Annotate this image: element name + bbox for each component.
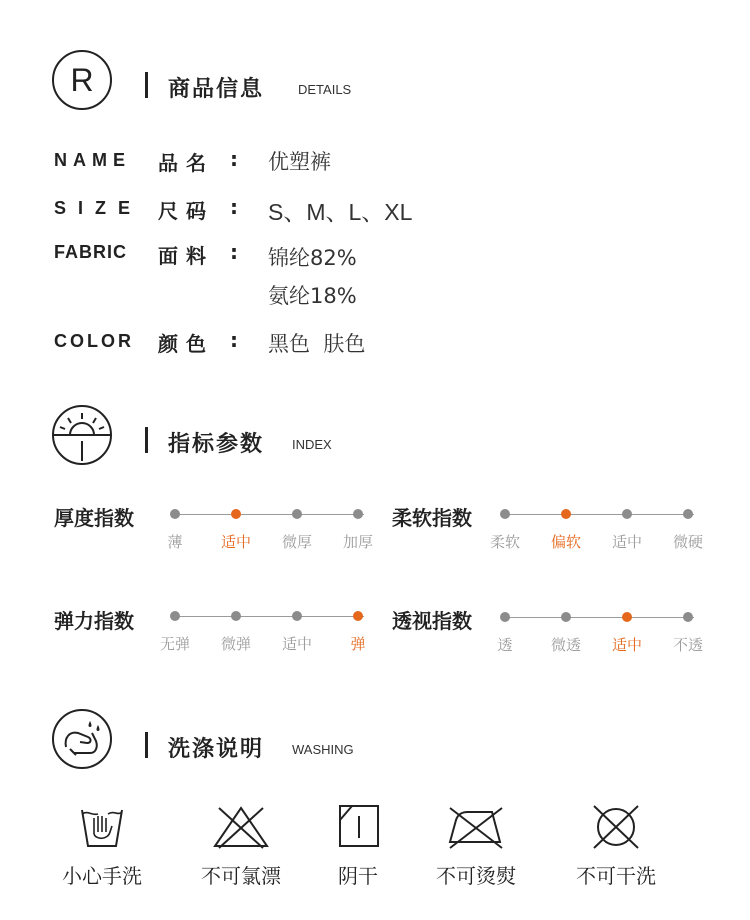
detail-colon: : <box>230 240 238 264</box>
scale-dot <box>170 611 180 621</box>
scale-option-selected: 适中 <box>611 636 642 654</box>
scale-dot <box>622 509 632 519</box>
scale-dot <box>170 509 180 519</box>
scale-dot <box>500 612 510 622</box>
section-title: 洗涤说明 <box>168 737 265 762</box>
section-divider <box>145 72 148 98</box>
wash-label: 不可烫熨 <box>436 864 516 888</box>
wash-label: 不可氯漂 <box>201 864 281 888</box>
scale-dot <box>292 611 302 621</box>
scale-option: 微硬 <box>672 533 703 551</box>
logo-letter: R <box>70 62 94 98</box>
scale-dot <box>231 611 241 621</box>
scale-option: 薄 <box>167 533 183 551</box>
detail-key-color: 颜色 <box>158 332 214 356</box>
section-divider <box>145 732 148 758</box>
scale-dot <box>683 509 693 519</box>
section-title: 指标参数 <box>168 432 265 457</box>
sun-icon <box>50 403 114 467</box>
index-name-thickness: 厚度指数 <box>54 506 134 530</box>
scale-dot <box>353 509 363 519</box>
shade-dry-icon <box>328 802 388 852</box>
index-name-softness: 柔软指数 <box>392 506 472 530</box>
scale-option: 微透 <box>550 636 581 654</box>
scale-option-selected: 弹 <box>350 635 366 653</box>
scale-option-selected: 适中 <box>220 533 251 551</box>
detail-value-fabric-2: 氨纶18% <box>268 284 357 308</box>
detail-value-name: 优塑裤 <box>268 150 331 174</box>
scale-line <box>174 514 364 515</box>
scale-option-selected: 偏软 <box>550 533 581 551</box>
hand-wash-icon <box>50 707 114 771</box>
scale-option: 适中 <box>281 635 312 653</box>
scale-option: 柔软 <box>489 533 520 551</box>
wash-label: 小心手洗 <box>62 864 142 888</box>
scale-option: 加厚 <box>342 533 373 551</box>
section-title: 商品信息 <box>168 77 265 102</box>
detail-label-name: NAME <box>54 150 131 170</box>
scale-dot-selected <box>561 509 571 519</box>
no-dry-clean-icon <box>586 802 646 852</box>
scale-dot <box>292 509 302 519</box>
detail-label-fabric: FABRIC <box>54 242 127 262</box>
scale-option: 适中 <box>611 533 642 551</box>
r-logo-icon <box>50 48 114 112</box>
section-subtitle: DETAILS <box>298 82 352 97</box>
wash-label: 不可干洗 <box>576 864 656 888</box>
detail-label-size: SIZE <box>54 198 143 218</box>
wash-item <box>556 802 676 902</box>
scale-dot <box>561 612 571 622</box>
detail-colon: : <box>230 328 238 352</box>
no-bleach-icon <box>211 802 271 852</box>
section-subtitle: INDEX <box>292 437 332 452</box>
scale-dot <box>683 612 693 622</box>
detail-key-size: 尺码 <box>158 199 214 223</box>
index-name-elasticity: 弹力指数 <box>54 609 134 633</box>
detail-key-fabric: 面料 <box>158 244 214 268</box>
detail-colon: : <box>230 147 238 171</box>
no-iron-icon <box>446 802 506 852</box>
scale-option: 透 <box>497 636 513 654</box>
scale-option: 微弹 <box>220 635 251 653</box>
detail-value-size: S、M、L、XL <box>268 199 413 225</box>
index-scale-softness <box>489 503 703 563</box>
scale-option: 不透 <box>672 636 703 654</box>
section-divider <box>145 427 148 453</box>
index-scale-transparency <box>497 606 703 666</box>
index-scale-thickness <box>167 503 373 563</box>
wash-label: 阴干 <box>338 864 378 888</box>
scale-line <box>504 617 694 618</box>
scale-dot <box>500 509 510 519</box>
scale-dot-selected <box>231 509 241 519</box>
hand-wash-tub-icon <box>72 802 132 852</box>
detail-value-fabric-1: 锦纶82% <box>268 246 357 270</box>
scale-line <box>504 514 694 515</box>
index-name-transparency: 透视指数 <box>392 609 472 633</box>
scale-dot-selected <box>353 611 363 621</box>
scale-dot-selected <box>622 612 632 622</box>
wash-item <box>416 802 536 902</box>
index-scale-elasticity <box>159 605 368 665</box>
wash-item <box>181 802 301 902</box>
detail-label-color: COLOR <box>54 331 134 351</box>
wash-item <box>298 802 418 902</box>
scale-line <box>174 616 364 617</box>
scale-option: 无弹 <box>159 635 190 653</box>
section-subtitle: WASHING <box>292 742 354 757</box>
detail-colon: : <box>230 195 238 219</box>
detail-value-color: 黑色 肤色 <box>268 332 366 356</box>
detail-key-name: 品名 <box>158 151 214 175</box>
wash-item <box>42 802 162 902</box>
scale-option: 微厚 <box>281 533 312 551</box>
